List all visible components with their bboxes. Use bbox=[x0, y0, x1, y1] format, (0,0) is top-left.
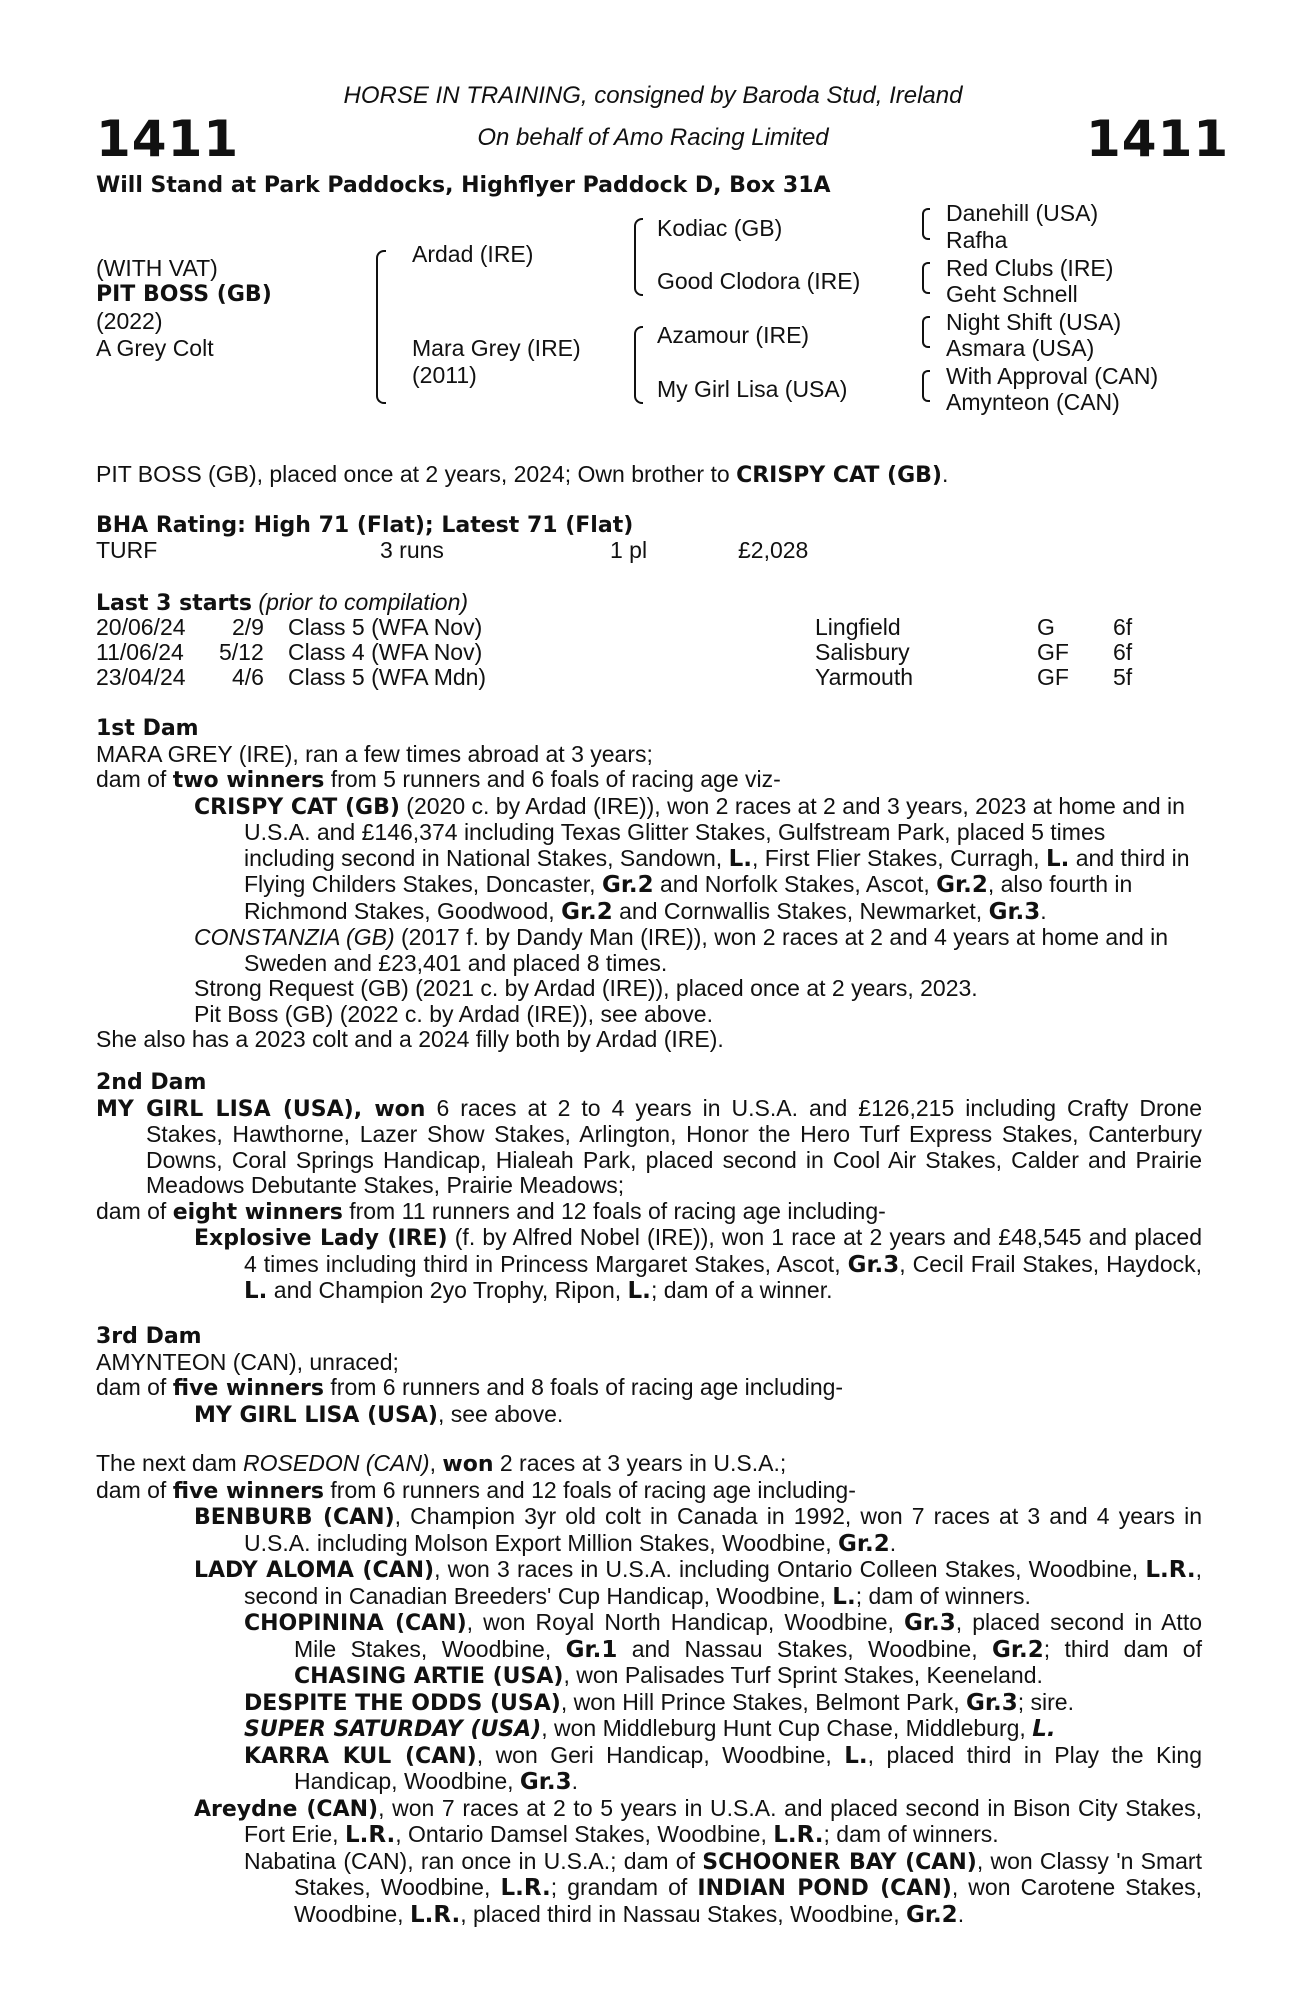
summary-brother: CRISPY CAT (GB) bbox=[736, 463, 942, 488]
first-dam-intro: MARA GREY (IRE), ran a few times abroad at 3 years; bbox=[96, 740, 653, 767]
lot-number-right: 1411 bbox=[1086, 110, 1230, 168]
vat-label: (WITH VAT) bbox=[96, 255, 218, 281]
start-position: 2/9 bbox=[232, 614, 264, 640]
pedigree-grandsire-1: Kodiac (GB) bbox=[657, 215, 783, 241]
start-race: Class 5 (WFA Mdn) bbox=[288, 664, 487, 690]
pedigree-brace-dam bbox=[634, 326, 643, 404]
produce-karra-kul: KARRA KUL (CAN), won Geri Handicap, Woodbine, L., placed third in Play the King Handicap, Woodbine, Gr.3. bbox=[244, 1741, 1202, 1795]
rating-earnings: £2,028 bbox=[738, 537, 809, 563]
start-race: Class 5 (WFA Nov) bbox=[288, 614, 483, 640]
consignor-line: HORSE IN TRAINING, consigned by Baroda Stud, Ireland bbox=[343, 82, 963, 109]
start-distance: 5f bbox=[1113, 664, 1133, 690]
produce-benburb: BENBURB (CAN), Champion 3yr old colt in Canada in 1992, won 7 races at 3 and 4 years in U.S.A. including Molson Export Million Stakes, Woodbine, Gr.2. bbox=[194, 1503, 1203, 1557]
produce-pit-boss: Pit Boss (GB) (2022 c. by Ardad (IRE)), see above. bbox=[194, 1000, 713, 1027]
produce-strong-request: Strong Request (GB) (2021 c. by Ardad (IRE)), placed once at 2 years, 2023. bbox=[194, 975, 978, 1001]
pedigree-sire: Ardad (IRE) bbox=[412, 241, 534, 267]
start-course: Lingfield bbox=[815, 614, 901, 640]
rating-runs: 3 runs bbox=[380, 537, 444, 563]
pedigree-dam: Mara Grey (IRE) bbox=[412, 335, 581, 361]
horse-name: PIT BOSS (GB) bbox=[96, 282, 272, 307]
pedigree-granddam-2: My Girl Lisa (USA) bbox=[657, 376, 848, 402]
next-dam-section bbox=[96, 1451, 1202, 1928]
start-course: Salisbury bbox=[815, 639, 910, 665]
summary-line bbox=[96, 462, 948, 489]
pedigree-brace-g1 bbox=[922, 208, 930, 240]
second-dam-record: MY GIRL LISA (USA), won 6 races at 2 to 4 years in U.S.A. and £126,215 including Crafty Drone Stakes, Hawthorne, Lazer Show Stakes, Arlington, Honor the Hero Turf Express Stakes, Canterbury Downs, Coral Springs Handicap, Hialeah Park, placed second in Cool Air Stakes, Calder and Prairie Meadows Debutante Stakes, Prairie Meadows; bbox=[96, 1094, 1202, 1198]
produce-chopinina: CHOPININA (CAN), won Royal North Handicap, Woodbine, Gr.3, placed second in Atto Mile Stakes, Woodbine, Gr.1 and Nassau Stakes, Woodbine, Gr.2; third dam of CHASING ARTIE (USA), won Palisades Turf Sprint Stakes, Keeneland. bbox=[244, 1609, 1203, 1689]
produce-areydne: Areydne (CAN), won 7 races at 2 to 5 years in U.S.A. and placed second in Bison City Stakes, Fort Erie, L.R., Ontario Damsel Stakes, Woodbine, L.R.; dam of winners. bbox=[194, 1794, 1202, 1848]
second-dam-heading: 2nd Dam bbox=[96, 1070, 207, 1095]
pedigree-dam-year: (2011) bbox=[412, 362, 477, 388]
produce-explosive-lady: Explosive Lady (IRE) (f. by Alfred Nobel (IRE)), won 1 race at 2 years and £48,545 and placed 4 times including third in Princess Margaret Stakes, Ascot, Gr.3, Cecil Frail Stakes, Haydock, L. and Champion 2yo Trophy, Ripon, L.; dam of a winner. bbox=[194, 1224, 1202, 1304]
rating-surface: TURF bbox=[96, 537, 158, 563]
start-going: GF bbox=[1037, 639, 1069, 665]
pedigree-ggp-8: Amynteon (CAN) bbox=[946, 389, 1120, 415]
first-dam-produce: dam of two winners from 5 runners and 6 foals of racing age viz- bbox=[96, 766, 781, 793]
third-dam-section bbox=[96, 1324, 1202, 1428]
produce-my-girl-lisa: MY GIRL LISA (USA), see above. bbox=[194, 1400, 564, 1428]
third-dam-produce: dam of five winners from 6 runners and 8 foals of racing age including- bbox=[96, 1374, 844, 1401]
next-dam-produce: dam of five winners from 6 runners and 12 foals of racing age including- bbox=[96, 1476, 856, 1504]
pedigree-ggp-2: Rafha bbox=[946, 227, 1008, 253]
start-position: 5/12 bbox=[219, 639, 264, 665]
rating-placed: 1 pl bbox=[610, 537, 648, 563]
start-date: 11/06/24 bbox=[96, 639, 184, 665]
start-distance: 6f bbox=[1113, 639, 1133, 665]
pedigree-brace-g4 bbox=[922, 370, 930, 402]
second-dam-produce: dam of eight winners from 11 runners and 12 foals of racing age including- bbox=[96, 1197, 886, 1225]
pedigree-ggp-7: With Approval (CAN) bbox=[946, 363, 1159, 389]
start-going: G bbox=[1037, 614, 1055, 640]
location-line: Will Stand at Park Paddocks, Highflyer Paddock D, Box 31A bbox=[96, 173, 831, 198]
first-dam-also: She also has a 2023 colt and a 2024 filly both by Ardad (IRE). bbox=[96, 1026, 724, 1052]
produce-despite-the-odds: DESPITE THE ODDS (USA), won Hill Prince Stakes, Belmont Park, Gr.3; sire. bbox=[244, 1688, 1074, 1716]
produce-nabatina: Nabatina (CAN), ran once in U.S.A.; dam of SCHOONER BAY (CAN), won Classy 'n Smart Stakes, Woodbine, L.R.; grandam of INDIAN POND (CAN), won Carotene Stakes, Woodbine, L.R., placed third in Nassau Stakes, Woodbine, Gr.2. bbox=[244, 1847, 1203, 1928]
pedigree-brace-g2 bbox=[922, 262, 930, 294]
pedigree-ggp-1: Danehill (USA) bbox=[946, 200, 1099, 226]
start-distance: 6f bbox=[1113, 614, 1133, 640]
last-starts-heading bbox=[96, 590, 468, 617]
produce-super-saturday: SUPER SATURDAY (USA), won Middleburg Hunt Cup Chase, Middleburg, L. bbox=[244, 1715, 1056, 1742]
produce-constanzia: CONSTANZIA (GB) (2017 f. by Dandy Man (IRE)), won 2 races at 2 and 4 years at home and in Sweden and £23,401 and placed 8 times. bbox=[194, 924, 1169, 976]
pedigree-ggp-3: Red Clubs (IRE) bbox=[946, 255, 1114, 281]
start-date: 23/04/24 bbox=[96, 664, 186, 690]
pedigree-brace-main bbox=[376, 250, 386, 404]
pedigree-ggp-5: Night Shift (USA) bbox=[946, 309, 1122, 335]
pedigree-granddam-1: Good Clodora (IRE) bbox=[657, 268, 861, 294]
start-date: 20/06/24 bbox=[96, 614, 186, 640]
second-dam-section bbox=[96, 1070, 1202, 1305]
bha-rating: BHA Rating: High 71 (Flat); Latest 71 (Flat) bbox=[96, 513, 634, 538]
third-dam-heading: 3rd Dam bbox=[96, 1324, 202, 1349]
start-position: 4/6 bbox=[232, 664, 264, 690]
next-dam-intro: The next dam ROSEDON (CAN), won 2 races at 3 years in U.S.A.; bbox=[96, 1450, 787, 1477]
produce-lady-aloma: LADY ALOMA (CAN), won 3 races in U.S.A. including Ontario Colleen Stakes, Woodbine, L.R., second in Canadian Breeders' Cup Handicap, Woodbine, L.; dam of winners. bbox=[194, 1556, 1203, 1610]
summary-end: . bbox=[941, 461, 949, 487]
pedigree-ggp-4: Geht Schnell bbox=[946, 281, 1078, 307]
produce-crispy-cat: CRISPY CAT (GB) (2020 c. by Ardad (IRE)), won 2 races at 2 and 3 years, 2023 at home and in U.S.A. and £146,374 including Texas Glitter Stakes, Gulfstream Park, placed 5 times including second in National Stakes, Sandown, L., First Flier Stakes, Curragh, L. and third in Flying Childers Stakes, Doncaster, Gr.2 and Norfolk Stakes, Ascot, Gr.2, also fourth in Richmond Stakes, Goodwood, Gr.2 and Cornwallis Stakes, Newmarket, Gr.3. bbox=[194, 792, 1190, 925]
first-dam-heading: 1st Dam bbox=[96, 716, 199, 741]
lot-number-left: 1411 bbox=[96, 110, 240, 168]
horse-desc: A Grey Colt bbox=[96, 335, 214, 361]
start-course: Yarmouth bbox=[815, 664, 914, 690]
behalf-line: On behalf of Amo Racing Limited bbox=[477, 124, 829, 151]
start-going: GF bbox=[1037, 664, 1069, 690]
last-starts-subtitle: (prior to compilation) bbox=[258, 589, 469, 615]
start-race: Class 4 (WFA Nov) bbox=[288, 639, 483, 665]
first-dam-section bbox=[96, 716, 1202, 1053]
pedigree-ggp-6: Asmara (USA) bbox=[946, 335, 1095, 361]
last-starts-title: Last 3 starts bbox=[96, 591, 253, 616]
pedigree-brace-sire bbox=[634, 218, 643, 296]
horse-year: (2022) bbox=[96, 308, 163, 334]
pedigree-brace-g3 bbox=[922, 316, 930, 348]
pedigree-grandsire-2: Azamour (IRE) bbox=[657, 322, 810, 348]
third-dam-intro: AMYNTEON (CAN), unraced; bbox=[96, 1348, 399, 1375]
summary-text: PIT BOSS (GB), placed once at 2 years, 2024; Own brother to bbox=[96, 461, 737, 487]
